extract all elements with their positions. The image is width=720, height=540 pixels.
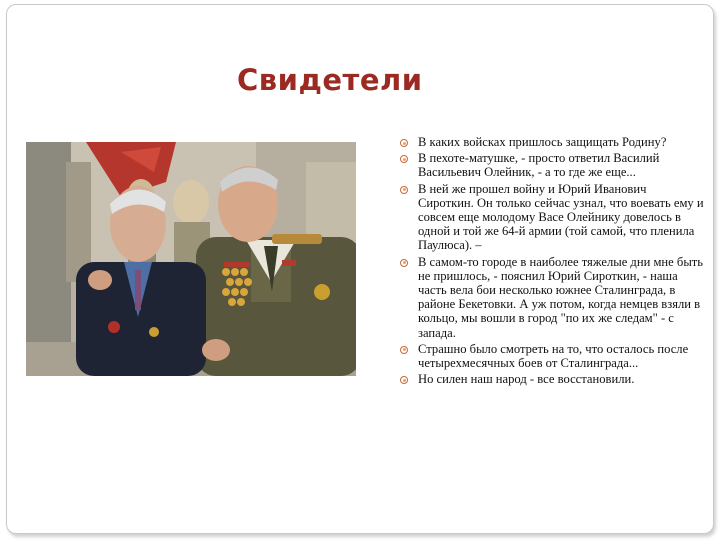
bullet-item xyxy=(400,182,705,253)
bullet-item xyxy=(400,372,705,386)
bullet-text: Но силен наш народ - все восстановили. xyxy=(418,372,635,387)
bullet-text: В пехоте-матушке, - просто ответил Василий Васильевич Олейник, - а то где же еще... xyxy=(418,151,660,180)
bullet-text: Страшно было смотреть на то, что осталось после четырехмесячных боев от Сталинграда... xyxy=(418,341,689,371)
veterans-photo xyxy=(26,142,356,376)
bullet-item xyxy=(400,135,705,149)
bullet-item xyxy=(400,342,705,370)
slide-frame xyxy=(6,4,714,534)
bullet-marker-icon xyxy=(400,346,408,354)
bullet-marker-icon xyxy=(400,155,408,163)
bullet-item xyxy=(400,255,705,340)
bullet-marker-icon xyxy=(400,186,408,194)
bullet-marker-icon xyxy=(400,259,408,267)
bullet-item xyxy=(400,151,705,179)
bullet-list xyxy=(400,135,705,388)
bullet-text: В самом-то городе в наиболее тяжелые дни мне быть не пришлось, - пояснил Юрий Сироткин, - наша часть вела бои несколько южнее Сталинграда, в районе Бекетовки. А уж потом, когда немцев взяли в кольцо, мы вошли в город "по их же следам" - с запада. xyxy=(418,254,704,340)
bullet-marker-icon xyxy=(400,139,408,147)
bullet-text: В каких войсках пришлось защищать Родину? xyxy=(418,135,667,149)
bullet-text: В ней же прошел войну и Юрий Иванович Сироткин. Он только сейчас узнал, что воевать ему и совсем еще молодому Васе Олейнику довелось в одной и той же 64-й армии (той самой, что пленила Паулюса). – xyxy=(418,181,704,253)
slide-title: Свидетели xyxy=(237,63,423,97)
bullet-marker-icon xyxy=(400,376,408,384)
